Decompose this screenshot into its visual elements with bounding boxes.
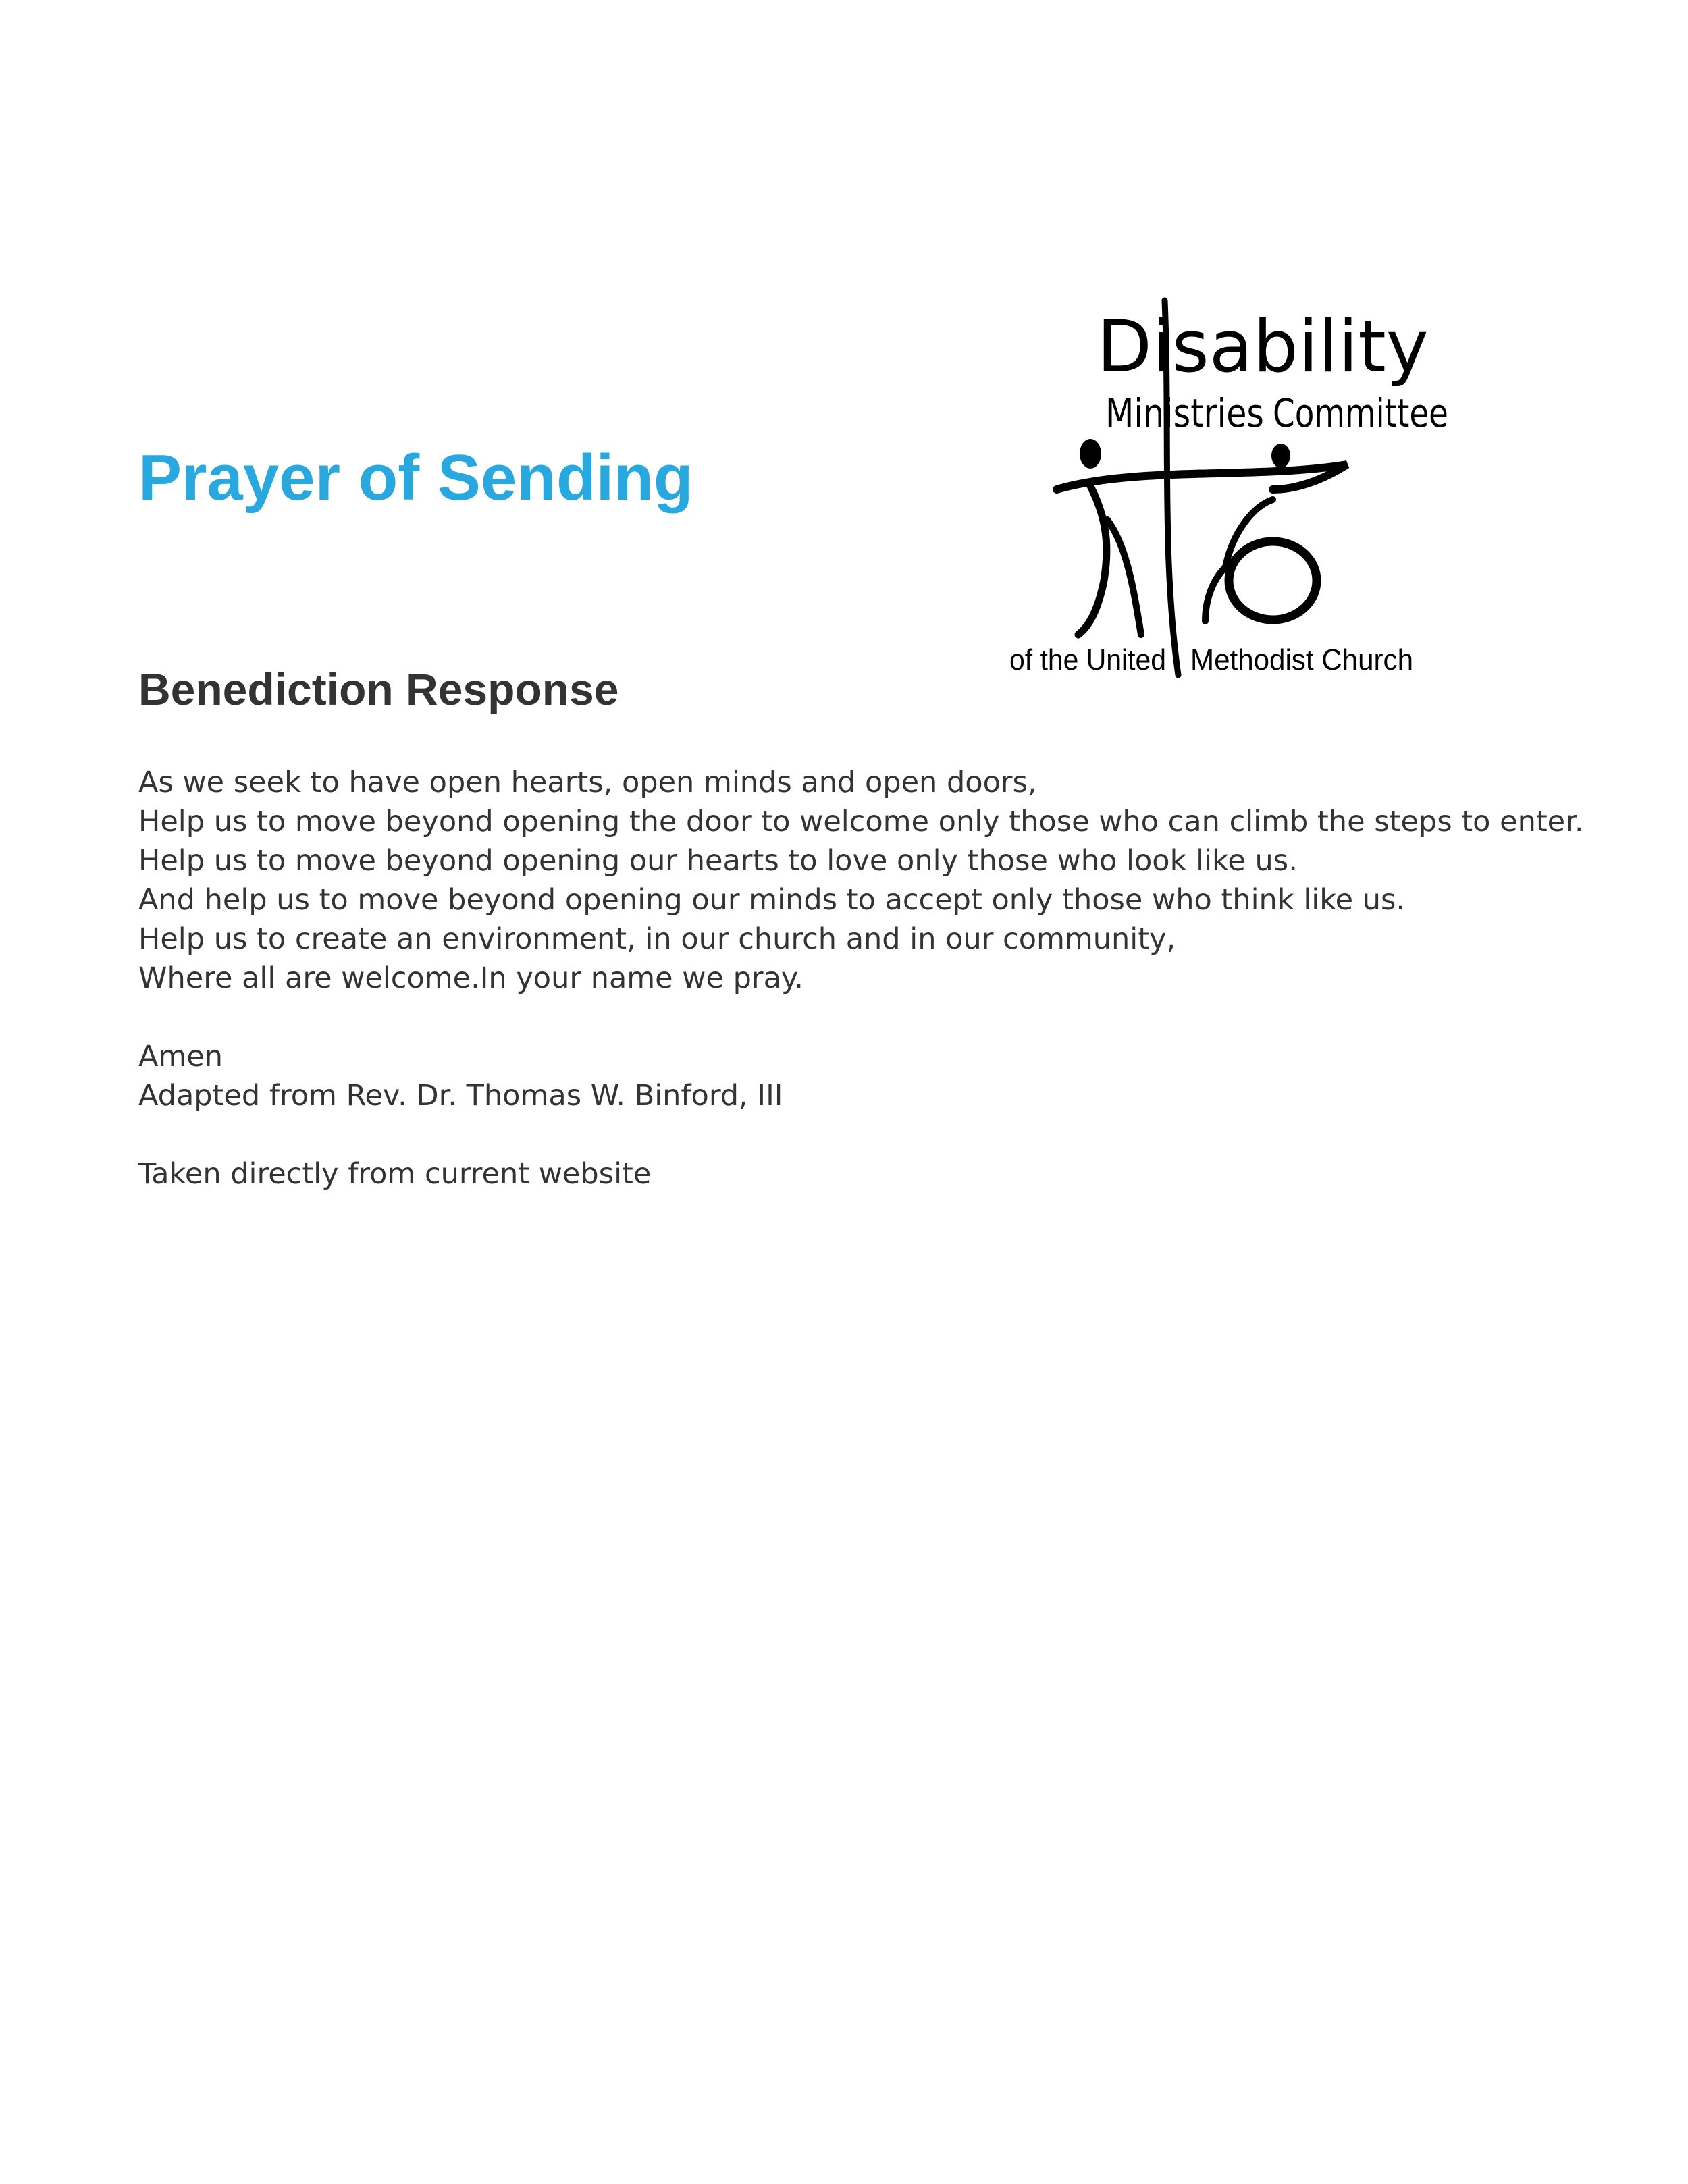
prayer-line: As we seek to have open hearts, open minds and open doors, xyxy=(138,766,1037,799)
wheelchair-frame xyxy=(1205,567,1225,621)
logo-line3-right: Methodist Church xyxy=(1190,643,1413,676)
section-heading: Benediction Response xyxy=(138,664,619,714)
attribution: Adapted from Rev. Dr. Thomas W. Binford, III xyxy=(138,1079,783,1113)
prayer-line: Help us to move beyond opening our hearts to love only those who look like us. xyxy=(138,844,1298,878)
logo-line3-left: of the United xyxy=(1009,643,1166,676)
logo-line1: Disability xyxy=(1097,305,1429,388)
closing-amen: Amen xyxy=(138,1040,223,1073)
spacer xyxy=(138,998,1584,1037)
logo-line2-left: Ministries xyxy=(1105,390,1264,436)
prayer-line: Help us to create an environment, in our church and in our community, xyxy=(138,922,1176,956)
prayer-body xyxy=(138,763,1584,1194)
right-figure-head xyxy=(1271,444,1290,468)
prayer-line: Help us to move beyond opening the door to welcome only those who can climb the steps to enter. xyxy=(138,805,1584,838)
prayer-line: Where all are welcome.In your name we pray. xyxy=(138,961,803,995)
left-figure-head xyxy=(1080,439,1101,469)
logo-line2-right: Committee xyxy=(1273,390,1448,436)
page-title: Prayer of Sending xyxy=(138,442,693,514)
prayer-line: And help us to move beyond opening our minds to accept only those who think like us. xyxy=(138,883,1406,917)
left-figure-body xyxy=(1078,486,1107,635)
source-note: Taken directly from current website xyxy=(138,1157,652,1191)
spacer xyxy=(138,1115,1584,1154)
cross-arms-stroke xyxy=(1057,464,1347,489)
left-figure-leg xyxy=(1107,520,1141,635)
wheelchair-wheel xyxy=(1229,541,1317,620)
disability-ministries-logo xyxy=(1003,297,1448,702)
